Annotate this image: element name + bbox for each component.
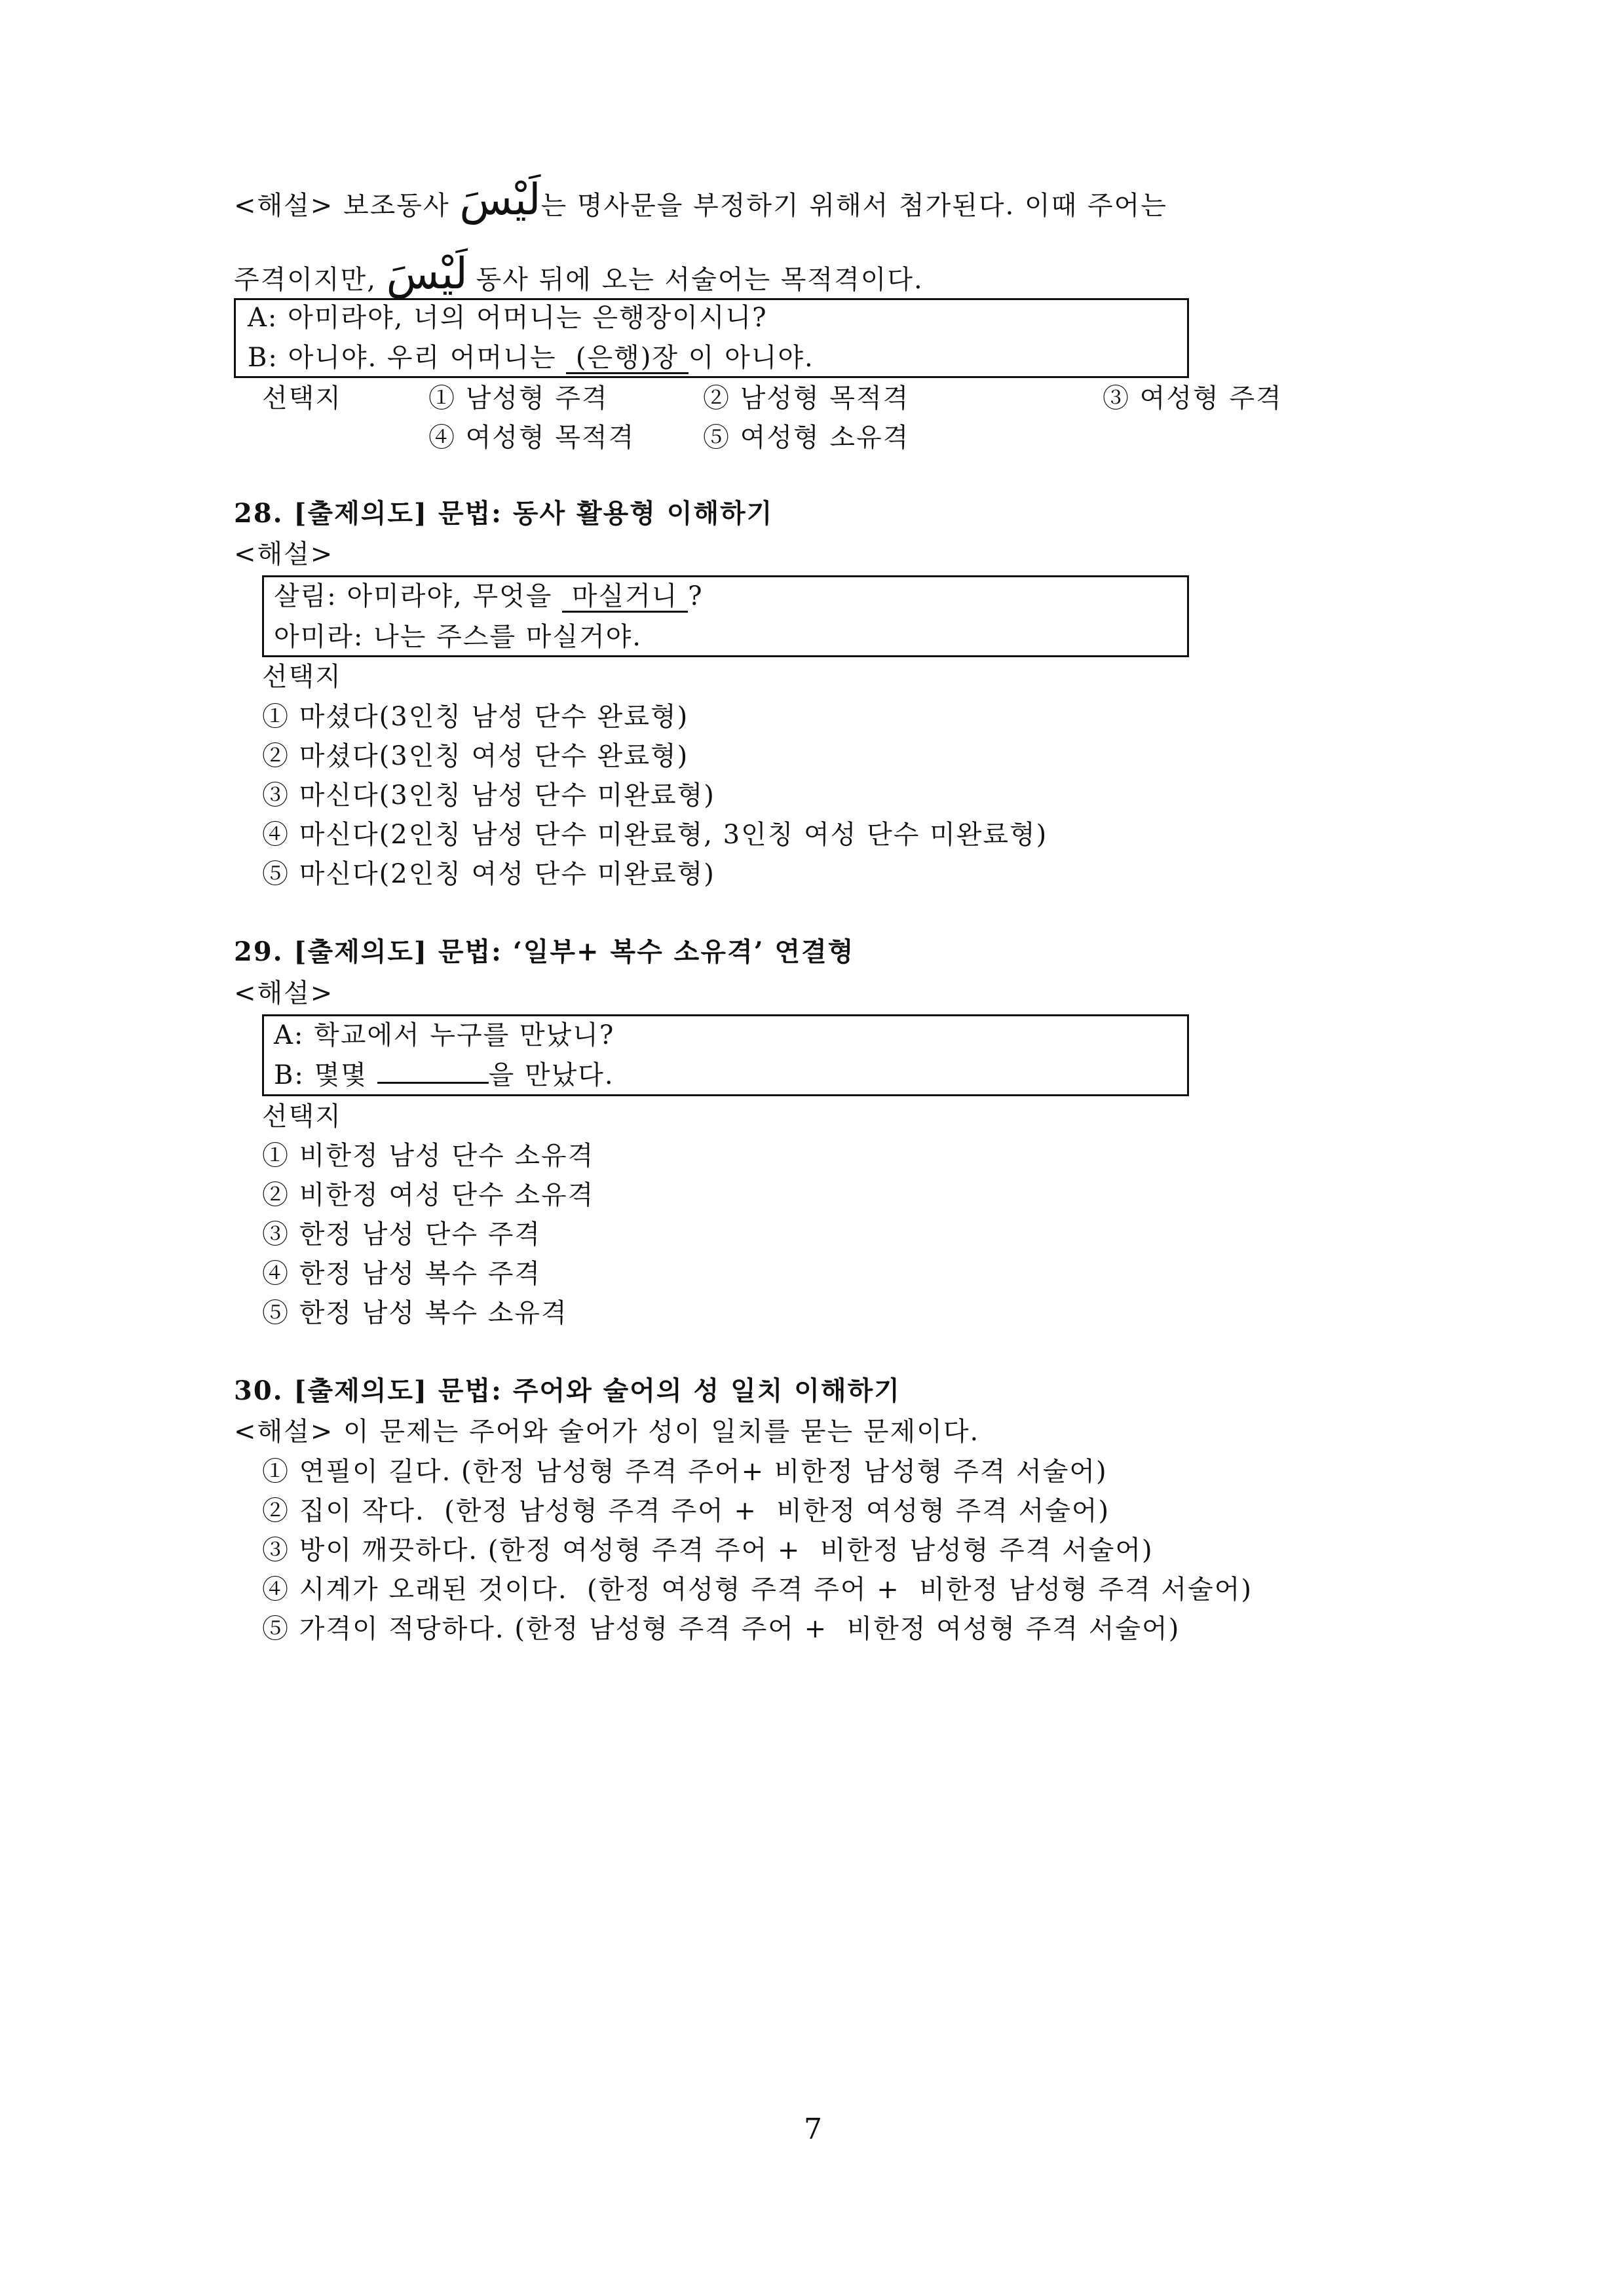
q28-heading: 28. [출제의도] 문법: 동사 활용형 이해하기 [234,498,774,529]
q28-choice-5: ⑤ 마신다(2인칭 여성 단수 미완료형) [262,859,715,889]
q30-choice-1: ① 연필이 길다. (한정 남성형 주격 주어+ 비한정 남성형 주격 서술어) [262,1457,1108,1487]
q28-explain-label: <해설> [234,539,334,569]
q27-dialog-b-start: B: 아니야. 우리 어머니는 [248,343,567,373]
q27-explain-1a: <해설> 보조동사 [234,191,460,221]
q29-choices-label: 선택지 [262,1101,342,1132]
q27-choices-label: 선택지 [262,383,342,413]
q30-choice-3: ③ 방이 깨끗하다. (한정 여성형 주격 주어 + 비한정 남성형 주격 서술어) [262,1535,1154,1565]
q30-choice-5: ⑤ 가격이 적당하다. (한정 남성형 주격 주어 + 비한정 여성형 주격 서술어) [262,1614,1180,1644]
q29-dialog-b [274,1062,614,1088]
q28-dialog-b: 아미라: 나는 주스를 마실거야. [274,622,643,652]
q27-choice-1: ① 남성형 주격 [428,383,609,413]
q28-dialog-a-end: ? [688,581,704,611]
q30-heading: 30. [출제의도] 문법: 주어와 술어의 성 일치 이해하기 [234,1375,901,1406]
q27-explain-2a: 주격이지만, [234,265,387,295]
q28-choice-3: ③ 마신다(3인칭 남성 단수 미완료형) [262,780,715,811]
q27-explain-1b: 는 명사문을 부정하기 위해서 첨가된다. 이때 주어는 [540,191,1167,221]
q29-choice-5: ⑤ 한정 남성 복수 소유격 [262,1298,568,1328]
q27-dialog-b-end: 이 아니야. [688,343,814,373]
arabic-word-laysa: لَيْسَ [459,174,541,225]
q28-dialog-a [274,583,704,613]
q29-choice-4: ④ 한정 남성 복수 주격 [262,1259,541,1289]
arabic-word-laysa-2: لَيْسَ [386,248,468,299]
q28-choices-label: 선택지 [262,662,342,692]
q27-choice-5: ⑤ 여성형 소유격 [703,423,910,453]
q27-choice-4: ④ 여성형 목적격 [428,423,635,453]
q27-underlined-answer: (은행)장 [566,343,689,373]
q30-explain: <해설> 이 문제는 주어와 술어가 성이 일치를 묻는 문제이다. [234,1417,980,1447]
q27-explain-2b: 동사 뒤에 오는 서술어는 목적격이다. [467,265,924,295]
q28-choice-1: ① 마셨다(3인칭 남성 단수 완료형) [262,702,689,732]
q27-dialog-a: A: 아미라야, 너의 어머니는 은행장이시니? [248,303,768,333]
q27-choice-3: ③ 여성형 주격 [1103,383,1283,413]
q28-choice-4: ④ 마신다(2인칭 남성 단수 미완료형, 3인칭 여성 단수 미완료형) [262,820,1048,850]
q27-explain-line-2 [234,248,924,299]
q29-dialog-b-end: 을 만났다. [488,1060,614,1090]
q29-heading: 29. [출제의도] 문법: ‘일부+ 복수 소유격’ 연결형 [234,936,855,967]
q28-dialog-a-start: 살림: 아미라야, 무엇을 [274,581,563,611]
q30-choice-4: ④ 시계가 오래된 것이다. (한정 여성형 주격 주어 + 비한정 남성형 주격 서술어) [262,1575,1253,1605]
q28-underlined-answer: 마실거니 [562,581,689,611]
q29-explain-label: <해설> [234,978,334,1008]
page-number: 7 [804,2113,823,2146]
q27-dialog-b [248,345,814,374]
q27-explain-line-1 [234,174,1167,225]
q28-choice-2: ② 마셨다(3인칭 여성 단수 완료형) [262,741,689,771]
q29-dialog-a: A: 학교에서 누구를 만났니? [274,1020,615,1050]
q29-choice-1: ① 비한정 남성 단수 소유격 [262,1141,595,1171]
q30-choice-2: ② 집이 작다. (한정 남성형 주격 주어 + 비한정 여성형 주격 서술어) [262,1496,1110,1526]
q29-choice-2: ② 비한정 여성 단수 소유격 [262,1180,595,1210]
q29-answer-blank [377,1062,489,1084]
q29-dialog-b-start: B: 몇몇 [274,1060,377,1090]
q29-choice-3: ③ 한정 남성 단수 주격 [262,1219,541,1250]
q27-choice-2: ② 남성형 목적격 [703,383,910,413]
